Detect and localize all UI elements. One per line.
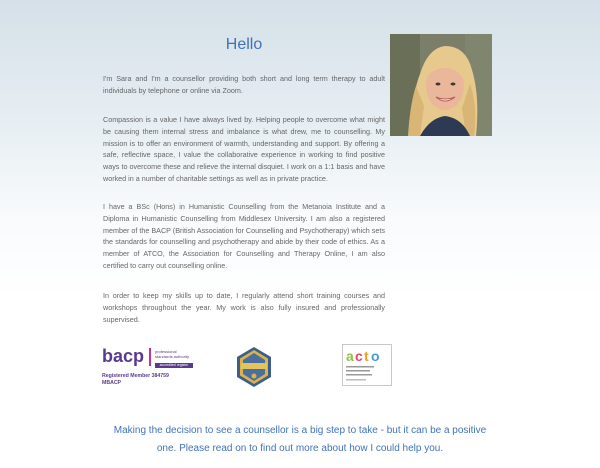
svg-text:t: t	[364, 348, 369, 364]
bacp-logo-text: bacp	[102, 346, 145, 366]
acto-logo	[342, 344, 392, 386]
intro-paragraph: I'm Sara and I'm a counsellor providing both short and long term therapy to adult individuals by telephone or online via Zoom.	[103, 74, 385, 95]
bacp-member-text: MBACP	[102, 380, 122, 386]
closing-line-2: one. Please read on to find out more about how I could help you.	[156, 443, 444, 454]
bacp-logo	[102, 346, 212, 394]
bacp-tagline: professional standards authority	[155, 349, 190, 359]
compassion-paragraph: Compassion is a value I have always lived by. Helping people to overcome what might be causing them internal stress and imbalance is what drew, me to counselling. My mission is to offer an environment of warmth, understanding and support. By offering a safe, reflective space, I value the collaborative experience in working to find positive ways to overcome these and relieve the internal disquiet. I work on a 1:1 basis and have worked in a number of charitable settings as well as in private practice.	[103, 115, 385, 183]
bacp-registered-text: Registered Member 384759	[102, 373, 169, 379]
bacp-divider	[149, 348, 151, 366]
svg-text:a: a	[346, 348, 354, 364]
online-therapy-badge-icon	[234, 346, 274, 388]
bacp-accredited: accredited register	[155, 363, 193, 368]
qualifications-paragraph: I have a BSc (Hons) in Humanistic Counselling from the Metanoia Institute and a Diploma in Humanistic Counselling from Middlesex University. I am also a registered member of the BACP (British Association for Counselling and Psychotherapy) which sets the standards for counselling and psychotherapy and abide by their code of ethics. As a member of ATCO, the Association for Counselling and Therapy Online, I am also certified to carry out counselling online.	[103, 202, 385, 270]
closing-line-1: Making the decision to see a counsellor is a big step to take - but it can be a positive	[113, 425, 487, 436]
training-paragraph: In order to keep my skills up to date, I regularly attend short training courses and workshops throughout the year. My work is also fully insured and professionally supervised.	[103, 291, 385, 324]
page-title: Hello	[225, 36, 263, 53]
svg-text:c: c	[355, 348, 363, 364]
profile-photo	[390, 34, 492, 136]
svg-text:o: o	[371, 348, 380, 364]
